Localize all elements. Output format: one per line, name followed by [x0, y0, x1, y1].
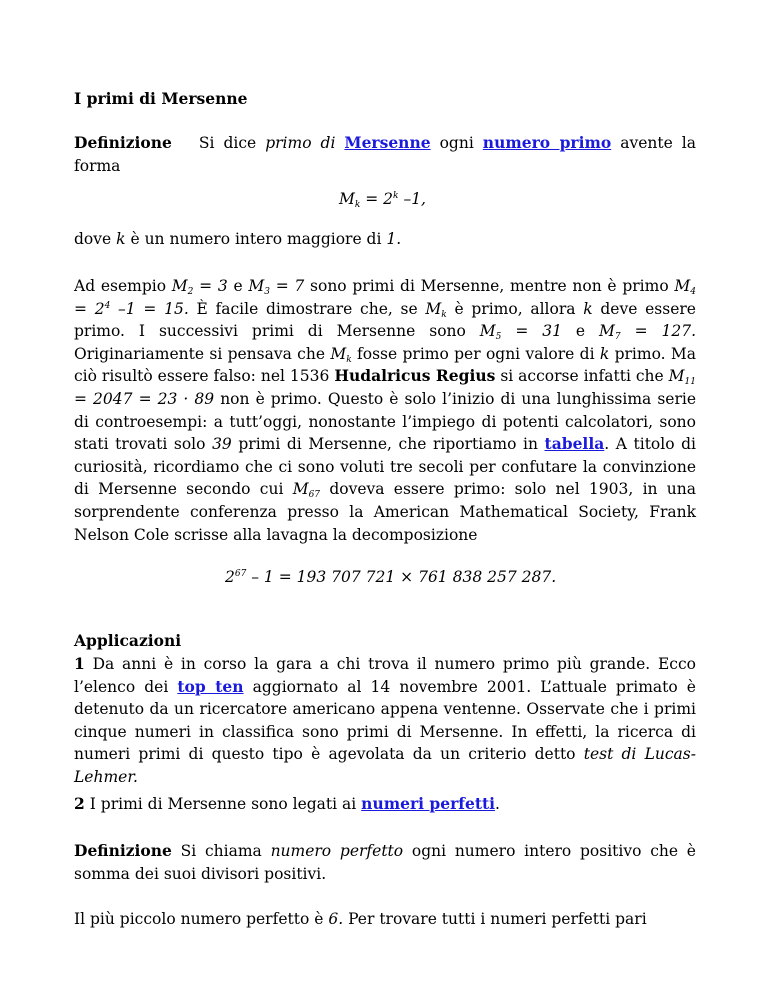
definition-paragraph-1 [74, 132, 696, 177]
tabella-link[interactable]: tabella [544, 434, 605, 454]
applicazioni-item-2: 2 I primi di Mersenne sono legati ai numeri perfetti. [74, 794, 500, 813]
applicazioni-item-1: 1 Da anni è in corso la gara a chi trova il numero primo più grande. Ecco l’elenco dei top ten aggiornato al 14 novembre 2001. L’attuale primato è detenuto da un ricercatore americano appena ventenne. Osservate che i primi cinque numeri in classifica sono primi di Mersenne. In effetti, la ricerca di numeri primi di questo tipo è agevolata da un criterio detto test di Lucas-Lehmer. [74, 654, 696, 786]
last-paragraph: Il più piccolo numero perfetto è 6. Per trovare tutti i numeri perfetti pari [74, 910, 647, 928]
dove-paragraph: dove k è un numero intero maggiore di 1. [74, 230, 402, 248]
section-heading: Applicazioni [74, 631, 182, 650]
text: Si dice [198, 134, 257, 152]
definition-paragraph-2: Definizione Si chiama numero perfetto ogni numero intero positivo che è somma dei suoi divisori positivi. [74, 841, 696, 883]
mersenne-formula: $M_k = 2^k$ –1, [339, 190, 426, 210]
title-text: I primi di Mersenne [74, 89, 248, 108]
cole-decomposition: $2^{67} - 1 = 193$ 707 721 × 761 838 257 287. [225, 568, 557, 586]
italic-term: primo di [265, 134, 336, 152]
definition-label: Definizione [74, 133, 172, 152]
mersenne-link[interactable]: Mersenne [344, 133, 431, 152]
main-paragraph: Ad esempio $M_2 = 3$ e $M_3 = 7$ sono primi di Mersenne, mentre non è primo $M_4 = 2^4$ –1 = 15. È facile dimostrare che, se $M_k$ è primo, allora k deve essere primo. I successivi primi di Mersenne sono $M_5 = 31$ e $M_7 = 127$. Originariamente si pensava che $M_k$ fosse primo per ogni valore di k primo. Ma ciò risultò essere falso: nel 1536 Hudalricus Regius si accorse infatti che $M_{11} = 2047 = 23 \cdot 89$ non è primo. Questo è solo l’inizio di una lunghissima serie di controesempi: a tutt’oggi, nonostante l’impiego di potenti calcolatori, sono stati trovati solo 39 primi di Mersenne, che riportiamo in tabella. A titolo di curiosità, ricordiamo che ci sono voluti tre secoli per confutare la convinzione di Mersenne secondo cui $M_{67}$ doveva essere primo: solo nel 1903, in una sorprendente conferenza presso la American Mathematical Society, Frank Nelson Cole scrisse alla lavagna la decomposizione [74, 277, 697, 544]
text: ogni [439, 134, 474, 152]
numero-primo-link[interactable]: numero primo [482, 133, 612, 152]
page-title [74, 88, 696, 111]
numeri-perfetti-link[interactable]: numeri perfetti [361, 794, 496, 813]
definition-label: Definizione [74, 841, 172, 860]
text: avente la forma [74, 134, 696, 175]
hudalricus-regius: Hudalricus Regius [334, 366, 496, 386]
top-ten-link[interactable]: top ten [177, 676, 244, 696]
applicazioni-heading [74, 630, 696, 653]
